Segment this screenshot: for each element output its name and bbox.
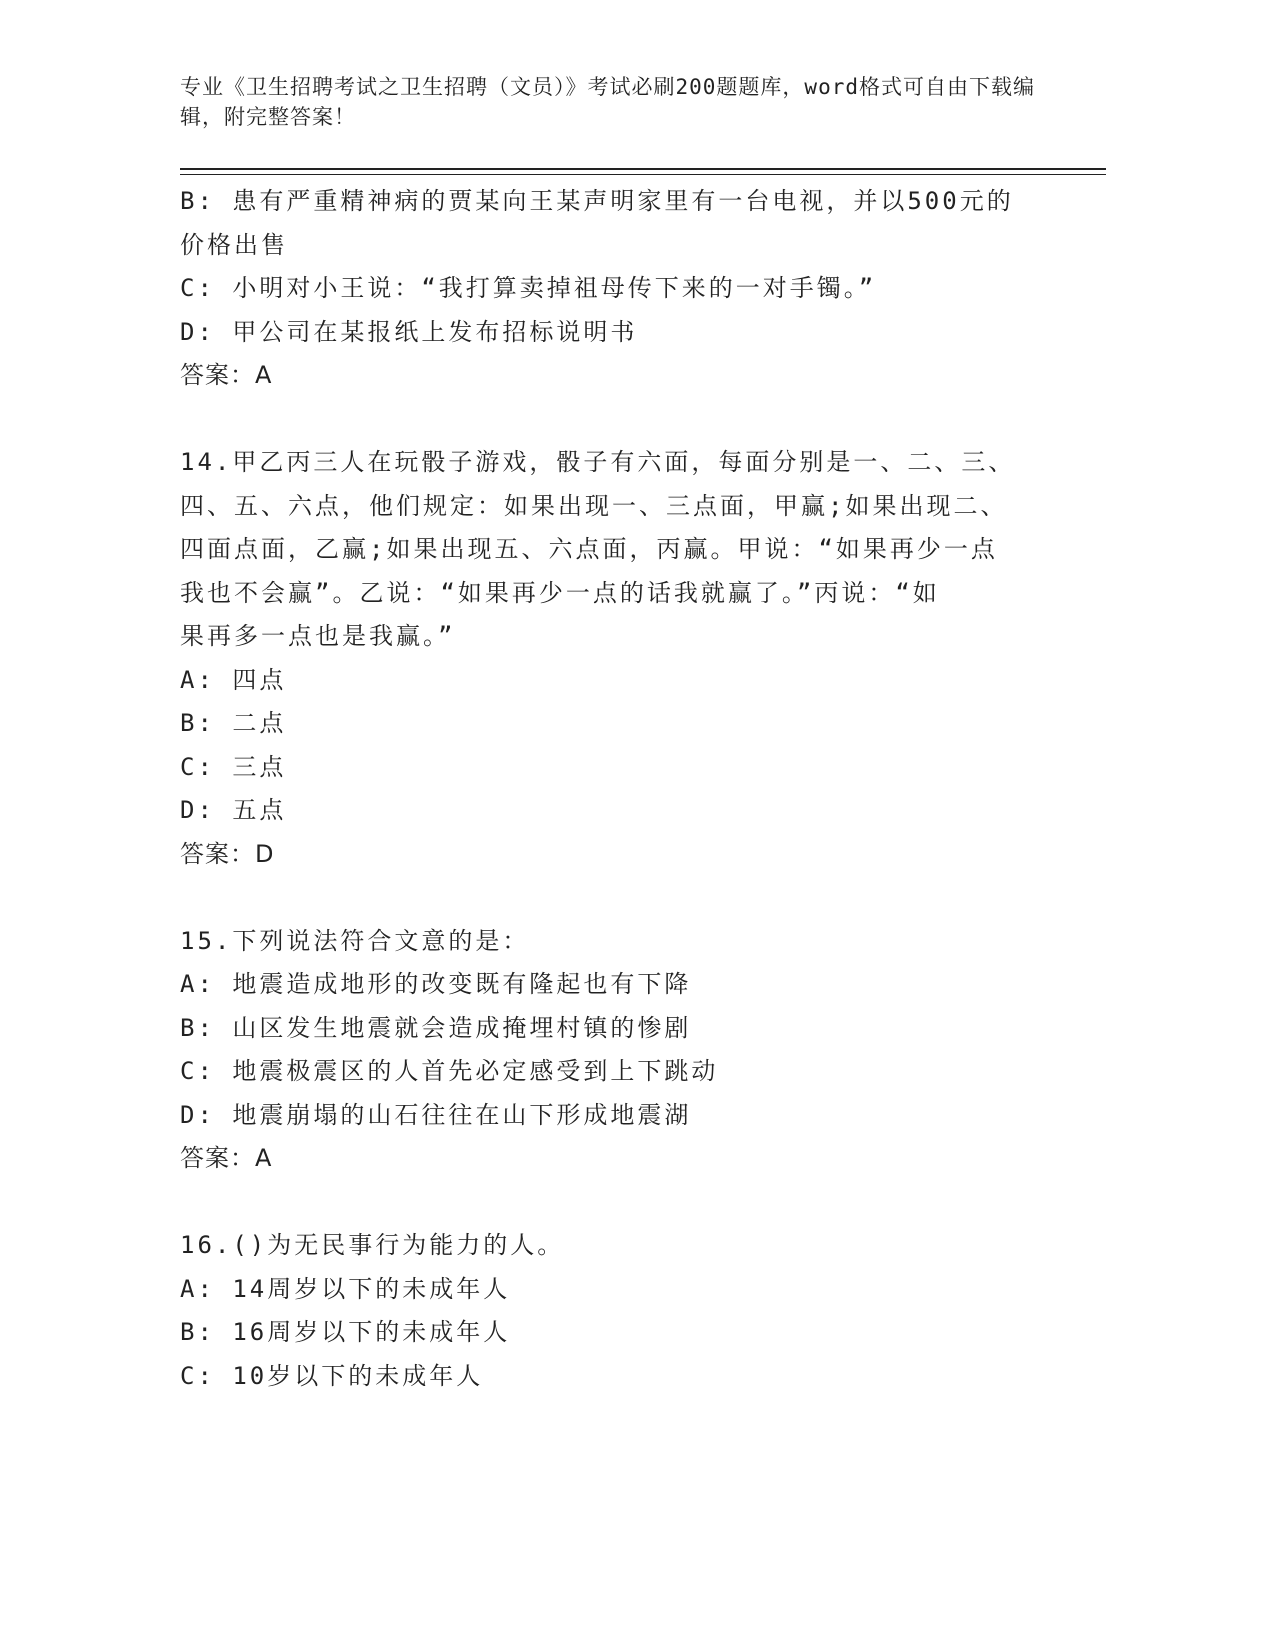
q14-stem-line4: 我也不会赢”。乙说：“如果再少一点的话我就赢了。”丙说：“如 [180,578,940,607]
q15-stem: 15.下列说法符合文意的是： [180,926,530,955]
q14-stem-line5: 果再多一点也是我赢。” [180,622,456,650]
q14-stem-line2: 四、五、六点，他们规定：如果出现一、三点面，甲赢;如果出现二、 [180,491,1008,520]
q14-stem-line3: 四面点面，乙赢;如果出现五、六点面，丙赢。甲说：“如果再少一点 [180,535,998,563]
q15-option-b: B: 山区发生地震就会造成掩埋村镇的惨剧 [180,1013,692,1042]
q13-option-b-line1: B: 患有严重精神病的贾某向王某声明家里有一台电视，并以500元的 [180,187,1014,215]
q16-option-b: B: 16周岁以下的未成年人 [180,1318,511,1346]
q14-option-a: A: 四点 [180,665,287,694]
spacer [180,398,1060,442]
spacer [180,1181,1060,1225]
q15-option-c: C: 地震极震区的人首先必定感受到上下跳动 [180,1057,719,1085]
q16-option-c: C: 10岁以下的未成年人 [180,1361,484,1390]
q14-option-c: C: 三点 [180,752,287,781]
header-text: 专业《卫生招聘考试之卫生招聘（文员）》考试必刷200题题库，word格式可自由下载编辑，附完整答案！ [180,75,1035,129]
spacer [180,876,1060,920]
q15-answer: 答案：A [180,1144,273,1172]
q16-stem: 16.()为无民事行为能力的人。 [180,1231,565,1259]
q14-stem-line1: 14.甲乙丙三人在玩骰子游戏，骰子有六面，每面分别是一、二、三、 [180,448,1016,476]
q14-answer: 答案：D [180,839,275,868]
q13-option-c: C: 小明对小王说：“我打算卖掉祖母传下来的一对手镯。” [180,274,877,302]
q15-option-d: D: 地震崩塌的山石往往在山下形成地震湖 [180,1100,692,1129]
q15-option-a: A: 地震造成地形的改变既有隆起也有下降 [180,970,692,998]
q14-option-b: B: 二点 [180,709,287,737]
page-header [180,72,1060,132]
q13-answer: 答案：A [180,361,273,389]
q16-option-a: A: 14周岁以下的未成年人 [180,1274,511,1303]
header-rule-thick [180,168,1106,170]
question-content [180,180,1060,1398]
q13-option-d: D: 甲公司在某报纸上发布招标说明书 [180,317,638,346]
q14-option-d: D: 五点 [180,796,287,824]
q13-option-b-line2: 价格出售 [180,230,288,259]
header-rule-thin [180,174,1106,175]
